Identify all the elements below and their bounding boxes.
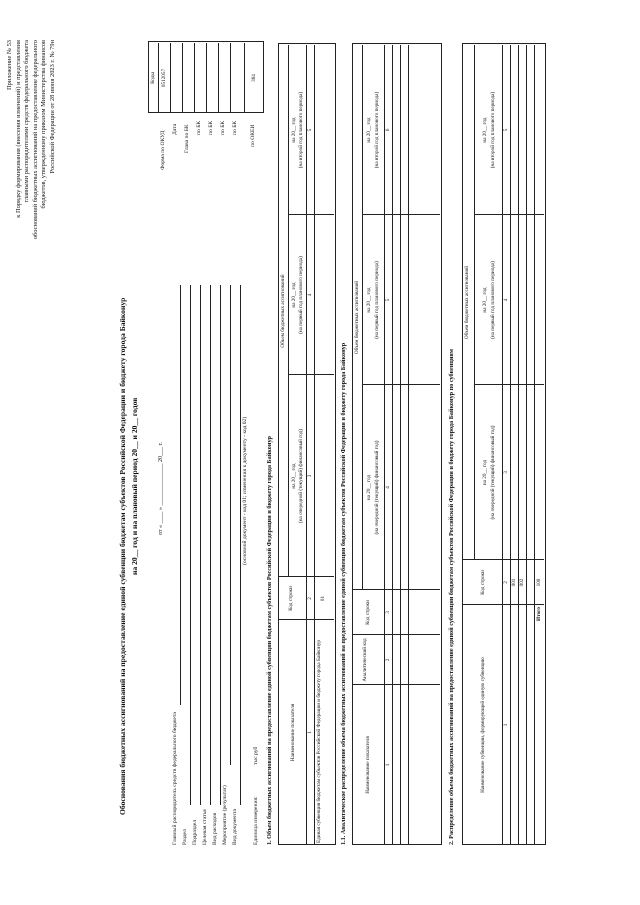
column-number: 6 bbox=[385, 128, 391, 132]
appendix-header bbox=[6, 40, 58, 239]
header-line: главными распорядителями средств федерального бюджета bbox=[23, 40, 31, 203]
column-number: 1 bbox=[385, 763, 391, 767]
code-label: по БК bbox=[208, 120, 214, 135]
field-label: Вид расходов bbox=[212, 812, 218, 845]
column-header: Наименование субвенции, формирующей единую субвенцию bbox=[480, 657, 486, 793]
document-subtitle: на 20__ год и на плановый период 20__ и 20__ годов bbox=[130, 397, 139, 575]
unit-label: Единица измерения: bbox=[253, 796, 259, 845]
column-number: 2 bbox=[385, 658, 391, 662]
year-subheader: (на очередной (текущий) финансовый год) bbox=[298, 429, 304, 523]
year-subheader: (на очередной (текущий) финансовый год) bbox=[374, 440, 380, 535]
unit-value: тыс руб bbox=[253, 746, 259, 765]
header-line: Приложение № 53 bbox=[6, 40, 13, 90]
column-header: Наименование показателя bbox=[290, 703, 296, 762]
code-label: по ОКЕИ bbox=[250, 124, 256, 147]
year-header: на 20__ год bbox=[366, 117, 372, 143]
year-subheader: (на второй год планового периода) bbox=[374, 91, 380, 169]
code-label: по БК bbox=[196, 120, 202, 135]
column-group-header: Объем бюджетных ассигнований bbox=[464, 265, 470, 340]
total-label: Итого bbox=[536, 607, 542, 621]
field-label: Главный распорядитель средств федерального бюджета bbox=[172, 712, 178, 845]
column-number: 4 bbox=[503, 298, 509, 302]
column-number: 5 bbox=[503, 128, 509, 132]
column-number: 4 bbox=[307, 293, 313, 297]
column-number: 1 bbox=[503, 723, 509, 727]
column-header: Код строки bbox=[288, 586, 294, 611]
year-subheader: (на второй год планового периода) bbox=[298, 91, 304, 169]
year-header: на 20__ год bbox=[291, 282, 297, 308]
row-code: 01 bbox=[320, 595, 326, 602]
year-header: на 20__ год bbox=[366, 474, 372, 501]
code-label: по БК bbox=[220, 120, 226, 135]
date-line: от « ____ » ______________ 20___ г. bbox=[158, 442, 164, 535]
column-header: Аналитический код bbox=[362, 638, 368, 682]
section-title: 1. Объем бюджетных ассигнований на предоставление единой субвенции бюджетам субъектов Российской Федерации и бюджету города Байконур bbox=[266, 436, 273, 845]
doc-note: (основной документ - код 01; изменения к документу - код 02) bbox=[242, 416, 248, 565]
table-row-label: Единая субвенция бюджетам субъектов Российской Федерации и бюджету города Байконур bbox=[316, 640, 322, 843]
column-number: 4 bbox=[385, 486, 391, 489]
year-header: на 20__ год bbox=[482, 117, 488, 143]
document-title: Обоснования бюджетных ассигнований на предоставление единой субвенции бюджетам субъектов Российской Федерации и бюджету города Байконур bbox=[118, 297, 127, 815]
year-header: на 20__ год bbox=[482, 287, 488, 313]
year-subheader: (на первый год планового периода) bbox=[374, 261, 380, 339]
header-line: к Порядку формирования (внесения изменений) и представления bbox=[14, 40, 22, 218]
row-code: 002 bbox=[519, 578, 525, 587]
column-number: 1 bbox=[307, 731, 313, 734]
field-label: Раздел bbox=[182, 829, 188, 845]
year-subheader: (на очередной (текущий) финансовый год) bbox=[490, 425, 496, 520]
column-number: 5 bbox=[307, 128, 313, 132]
year-header: на 20__ год bbox=[291, 463, 297, 489]
field-label: Мероприятие (результат) bbox=[222, 785, 228, 845]
codes-header: Коды bbox=[150, 72, 156, 84]
code-label: Дата bbox=[172, 123, 178, 135]
field-label: Подраздел bbox=[192, 819, 198, 845]
year-subheader: (на первый год планового периода) bbox=[490, 261, 496, 339]
header-line: бюджетов, утвержденному приказом Министерства финансов bbox=[40, 40, 48, 209]
year-subheader: (на второй год планового периода) bbox=[490, 91, 496, 169]
column-number: 2 bbox=[307, 597, 313, 600]
code-label: Глава по БК bbox=[184, 124, 190, 153]
code-label: по БК bbox=[232, 120, 238, 135]
code-value: 0512057 bbox=[161, 68, 167, 88]
header-line: обоснований бюджетных ассигнований на предоставление федерального bbox=[31, 40, 39, 240]
code-value: 384 bbox=[251, 74, 257, 82]
field-label: Вид документа bbox=[232, 809, 238, 845]
column-number: 3 bbox=[385, 611, 391, 614]
column-header: Наименование показателя bbox=[365, 736, 371, 794]
column-number: 3 bbox=[503, 471, 509, 474]
row-code: 100 bbox=[536, 578, 542, 587]
year-header: на 20__ год bbox=[291, 117, 297, 143]
column-header: Код строки bbox=[365, 600, 371, 625]
section-title: 2. Распределение объема бюджетных ассигнований на предоставление единой субвенции бюджетам субъектов Российской Федерации и бюджету города Байконур по субвенциям bbox=[448, 349, 455, 845]
column-group-header: Объем бюджетных ассигнований bbox=[280, 274, 286, 348]
year-header: на 20__ год bbox=[482, 459, 488, 486]
column-group-header: Объем бюджетных ассигнований bbox=[354, 280, 360, 355]
column-number: 3 bbox=[307, 474, 313, 478]
column-header: Код строки bbox=[480, 570, 486, 595]
column-number: 2 bbox=[503, 581, 509, 584]
column-number: 5 bbox=[385, 298, 391, 302]
header-line: Российской Федерации от 28 июня 2023 г. № 79н bbox=[48, 40, 56, 174]
field-label: Целевая статья bbox=[202, 809, 208, 845]
year-header: на 20__ год bbox=[366, 287, 372, 313]
code-label: Форма по ОКУД bbox=[160, 130, 166, 170]
section-title: 1.1. Аналитическое распределение объема бюджетных ассигнований на предоставление единой субвенции бюджетам субъектов Российской Федерации и бюджету города Байконур bbox=[340, 342, 347, 845]
year-subheader: (на первый год планового периода) bbox=[298, 256, 304, 334]
row-code: 001 bbox=[511, 578, 517, 587]
